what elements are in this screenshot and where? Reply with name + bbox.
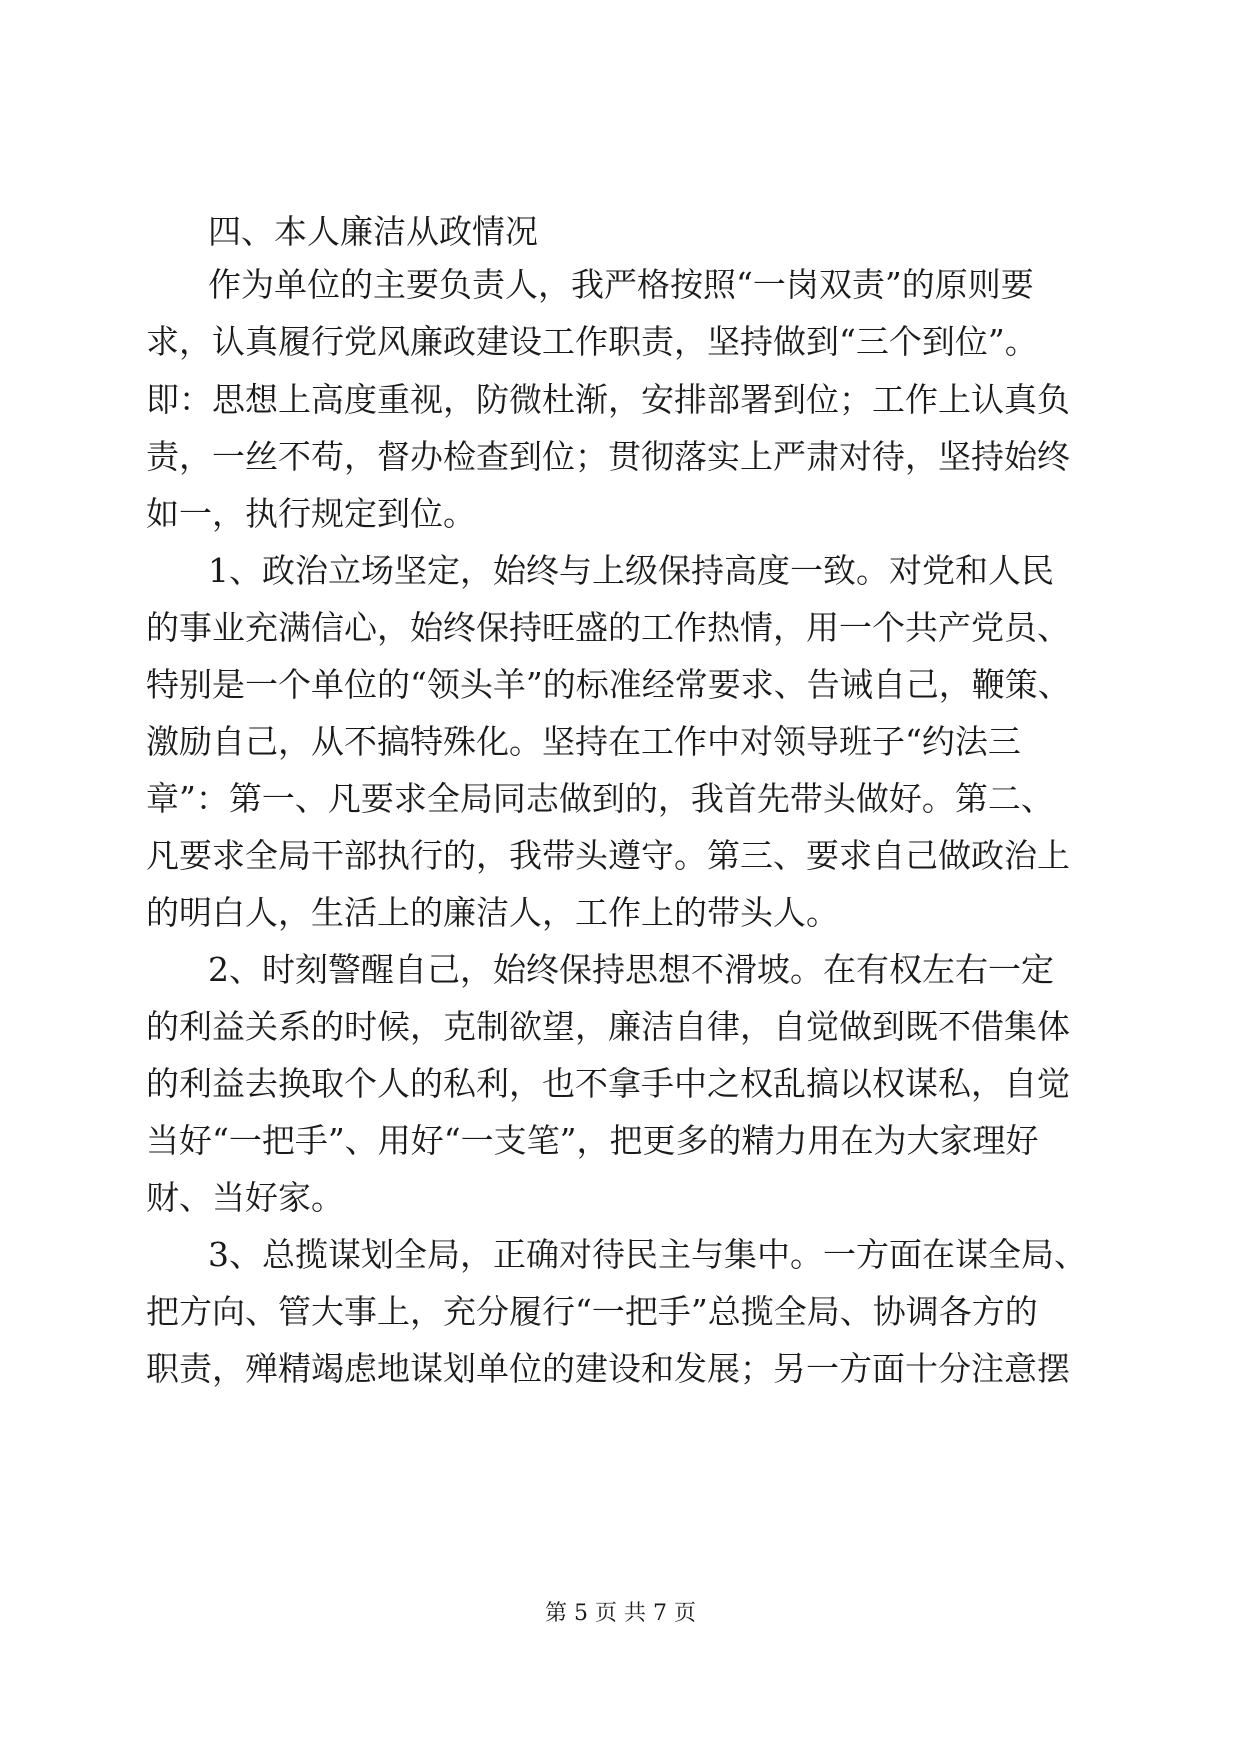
paragraph-line: 把方向、管大事上，充分履行“一把手”总揽全局、协调各方的 [146, 1292, 1038, 1331]
paragraph-line: 特别是一个单位的“领头羊”的标准经常要求、告诫自己，鞭策、 [146, 665, 1071, 704]
paragraph-line: 职责，殚精竭虑地谋划单位的建设和发展；另一方面十分注意摆 [146, 1349, 1070, 1388]
paragraph-line: 的事业充满信心，始终保持旺盛的工作热情，用一个共产党员、 [146, 608, 1070, 647]
paragraph-line: 3、总揽谋划全局，正确对待民主与集中。一方面在谋全局、 [208, 1235, 1087, 1274]
paragraph-line: 责，一丝不苟，督办检查到位；贯彻落实上严肃对待，坚持始终 [146, 437, 1070, 476]
paragraph-line: 财、当好家。 [146, 1178, 344, 1217]
section-heading: 四、本人廉洁从政情况 [208, 212, 538, 251]
paragraph-line: 的利益去换取个人的私利，也不拿手中之权乱搞以权谋私，自觉 [146, 1064, 1070, 1103]
paragraph-line: 当好“一把手”、用好“一支笔”，把更多的精力用在为大家理好 [146, 1121, 1039, 1160]
paragraph-line: 作为单位的主要负责人，我严格按照“一岗双责”的原则要 [208, 265, 1034, 304]
paragraph-line: 1、政治立场坚定，始终与上级保持高度一致。对党和人民 [208, 551, 1054, 590]
paragraph-line: 的利益关系的时候，克制欲望，廉洁自律，自觉做到既不借集体 [146, 1007, 1070, 1046]
paragraph-line: 求，认真履行党风廉政建设工作职责，坚持做到“三个到位”。 [146, 322, 1038, 361]
page-number-label: 第 5 页 共 7 页 [545, 1601, 696, 1626]
paragraph-line: 如一，执行规定到位。 [146, 494, 476, 533]
paragraph-line: 的明白人，生活上的廉洁人，工作上的带头人。 [146, 893, 839, 932]
paragraph-line: 章”：第一、凡要求全局同志做到的，我首先带头做好。第二、 [146, 779, 1054, 818]
page-footer [0, 1600, 1241, 1628]
paragraph-line: 凡要求全局干部执行的，我带头遵守。第三、要求自己做政治上 [146, 836, 1070, 875]
paragraph-line: 激励自己，从不搞特殊化。坚持在工作中对领导班子“约法三 [146, 722, 1021, 761]
paragraph-line: 即：思想上高度重视，防微杜渐，安排部署到位；工作上认真负 [146, 380, 1070, 419]
paragraph-line: 2、时刻警醒自己，始终保持思想不滑坡。在有权左右一定 [208, 950, 1054, 989]
